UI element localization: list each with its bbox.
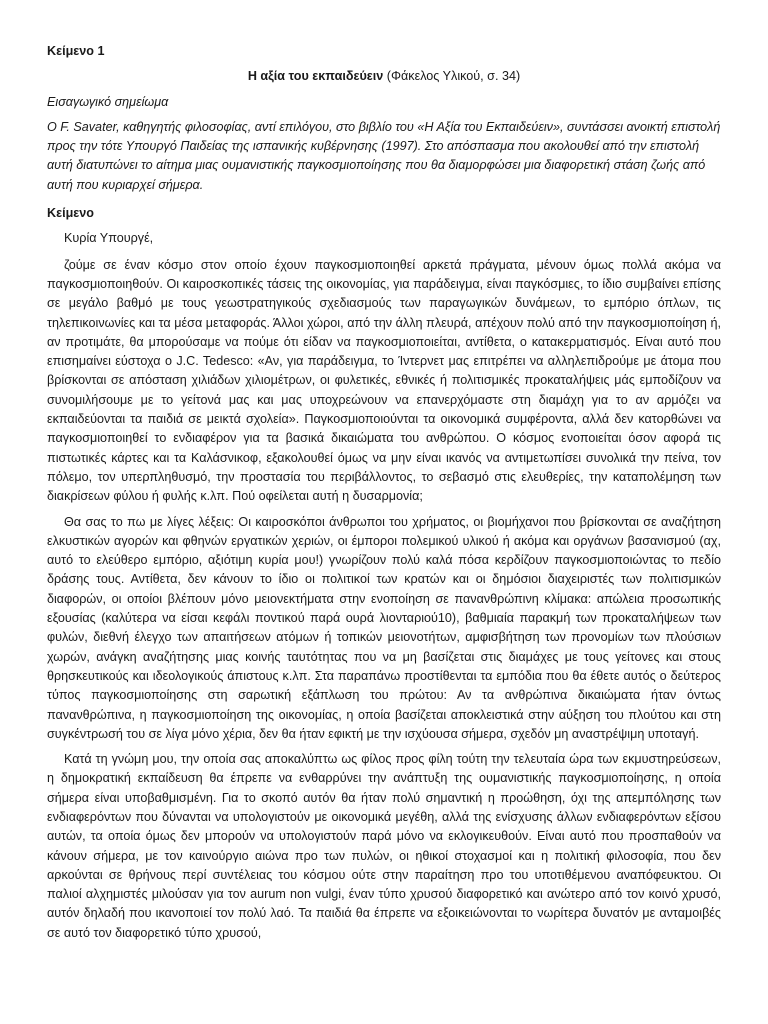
- paragraph-2: Θα σας το πω με λίγες λέξεις: Οι καιροσκόποι άνθρωποι του χρήματος, οι βιομήχανοι που βρίσκονται σε αναζήτηση ελκυστικών αγορών και φθηνών εργατικών χεριών, οι έμποροι πολεμικού υλικού ή ακόμα και οργάνων βασανισμού (αχ, αυτό το ελεύθερο εμπόριο, αξιότιμη κυρία μου!) γνωρίζουν πολύ καλά πόσα κερδίζουν παγκοσμιοποιώντας το πεδίο δράσης τους. Αντίθετα, δεν κάνουν το ίδιο οι πολιτικοί των κρατών και οι δημόσιοι διαχειριστές των πολιτισμικών διαφορών, οι οποίοι βλέπουν μόνο μειονεκτήματα στην ενοποίηση σε πανανθρώπινη κλίμακα: απώλεια προσωπικής εξουσίας (καλύτερα να είσαι κεφάλι ποντικού παρά ουρά λιονταριού10), βαθμιαία παρακμή των προκαταλήψεων των φυλών, διεθνή έλεγχο των απαιτήσεων ατόμων ή τοπικών μειονοτήτων, αμφισβήτηση των προνομίων των πλούσιων χωρών, ανάγκη αναζήτησης μιας κοινής ταυτότητας που να μη βασίζεται στις διαμάχες με τους γείτονες και στους θρησκευτικούς και ιδεολογικούς άπιστους κ.λπ. Στα παραπάνω προστίθενται τα εμπόδια που θα έθετε αυτός ο δεύτερος τύπος παγκοσμιοποίησης στη σαρωτική εξάπλωση του πρώτου: Αν τα ανθρώπινα δικαιώματα ήταν όντως πανανθρώπινα, η παγκοσμιοποίηση της οικονομίας, η οποία βασίζεται αποκλειστικά στην αύξηση του πλούτου και στη συγκέντρωσή του σε λίγα μόνο χέρια, δεν θα ήταν εφικτή με την ισχύουσα σήμερα, σχεδόν μη αναστρέψιμη υποταγή.: [47, 514, 721, 741]
- text-heading: Κείμενο: [47, 206, 94, 221]
- paragraph-1: ζούμε σε έναν κόσμο στον οποίο έχουν παγκοσμιοποιηθεί αρκετά πράγματα, μένουν όμως πολλά ακόμα να παγκοσμιοποιηθούν. Οι καιροσκοπικές τάσεις της οικονομίας, για παράδειγμα, είναι παγκόσμιες, το ίδιο συμβαίνει επίσης σε μεγάλο βαθμό με τους γεωστρατηγικούς σχεδιασμούς των παραγωγικών δυνάμεων, το εμπόριο όπλων, τις τηλεπικοινωνίες και τα μέσα μεταφοράς. Άλλοι χώροι, από την άλλη πλευρά, απέχουν πολύ από την παγκοσμιοποίηση ή, αν προτιμάτε, θα μπορούσαμε να πούμε ότι είδαν να παγκοσμιοποιείται, αντίθετα, ο κατακερματισμός. Είναι αυτό που επισημαίνει εύστοχα ο J.C. Tedesco: «Αν, για παράδειγμα, το Ίντερνετ μας επιτρέπει να αλληλεπιδρούμε με άτομα που βρίσκονται σε απόσταση χιλιάδων χιλιομέτρων, οι φυλετικές, εθνικές ή πολιτισμικές προκαταλήψεις μάς εμποδίζουν να συνομιλήσουμε με το γείτονά μας και μας υποχρεώνουν να επανερχόμαστε στη διαμάχη για το αν αρμόζει να εκπαιδεύονται τα παιδιά σε μεικτά σχολεία». Παγκοσμιοποιούνται τα οικονομικά συμφέροντα, αλλά δεν κατορθώνει να παγκοσμιοποιηθεί το ενδιαφέρον για τα βασικά δικαιώματα του ανθρώπου. Ο κόσμος ενοποιείται όσον αφορά τις πιστωτικές κάρτες και τα Καλάσνικοφ, εξακολουθεί όμως να μην είναι ικανός να αντιμετωπίσει συνολικά την πείνα, τον πόλεμο, τον υπερπληθυσμό, την προστασία του περιβάλλοντος, το σεβασμό στις ελευθερίες, την καταπολέμηση των διακρίσεων φύλου ή φυλής κ.λπ. Πού οφείλεται αυτή η δυσαρμονία;: [47, 257, 721, 504]
- title-main: Η αξία του εκπαιδεύειν: [247, 69, 384, 84]
- section-heading: Κείμενο 1: [47, 44, 105, 58]
- intro-label: Εισαγωγικό σημείωμα: [47, 94, 169, 109]
- salutation: Κυρία Υπουργέ,: [64, 231, 154, 246]
- document-title: [47, 67, 721, 86]
- paragraph-3: Κατά τη γνώμη μου, την οποία σας αποκαλύπτω ως φίλος προς φίλη τούτη την τελευταία ώρα των εκμυστηρεύσεων, η δημοκρατική εκπαίδευση θα έπρεπε να ενθαρρύνει την ανάπτυξη της ουμανιστικής παγκοσμιοποίησης, η οποία σήμερα είναι υποβαθμισμένη. Για το σκοπό αυτόν θα ήταν πολύ σημαντική η προώθηση, όχι της απεμπόλησης των ενδιαφερόντων που δύνανται να υπολογιστούν με οικονομικά μεγέθη, αλλά της ενίσχυσης άλλων ενδιαφερόντων εξίσου αυτών, τα οποία όμως δεν μπορούν να υπολογιστούν παρά μόνο να εκλογικευθούν. Είναι αυτό που προσπαθούν να κάνουν σήμερα, με τον καινούργιο αιώνα προ των πυλών, οι ηθικοί στοχασμοί και η πολιτική φιλοσοφία, που δεν αρκούνται σε θρήνους περί συντέλειας του κόσμου ούτε στην παραίτηση προ του υποτιθέμενου αναπόφευκτου. Οι παλιοί αλχημιστές μιλούσαν για τον aurum non vulgi, έναν τύπο χρυσού διαφορετικό και ανώτερο από τον κοινό χρυσό, αυτόν δηλαδή που ικανοποιεί τον πολύ λαό. Τα παιδιά θα έπρεπε να εξοικειώνονται το νωρίτερα δυνατόν με ανταμοιβές σε αυτό τον διαφορετικό τύπο χρυσού,: [47, 752, 721, 940]
- title-source: (Φάκελος Υλικού, σ. 34): [383, 69, 521, 84]
- intro-text: Ο F. Savater, καθηγητής φιλοσοφίας, αντί επιλόγου, στο βιβλίο του «Η Αξία του Εκπαιδεύειν», συντάσσει ανοικτή επιστολή προς την τότε Υπουργό Παιδείας της ισπανικής κυβέρνησης (1997). Στο απόσπασμα που ακολουθεί από την επιστολή αυτή διατυπώνει το αίτημα μιας ουμανιστικής παγκοσμιοποίησης που θα διαμορφώσει μια διαφορετική στάση ζωής από αυτή που κυριαρχεί σήμερα.: [47, 119, 721, 192]
